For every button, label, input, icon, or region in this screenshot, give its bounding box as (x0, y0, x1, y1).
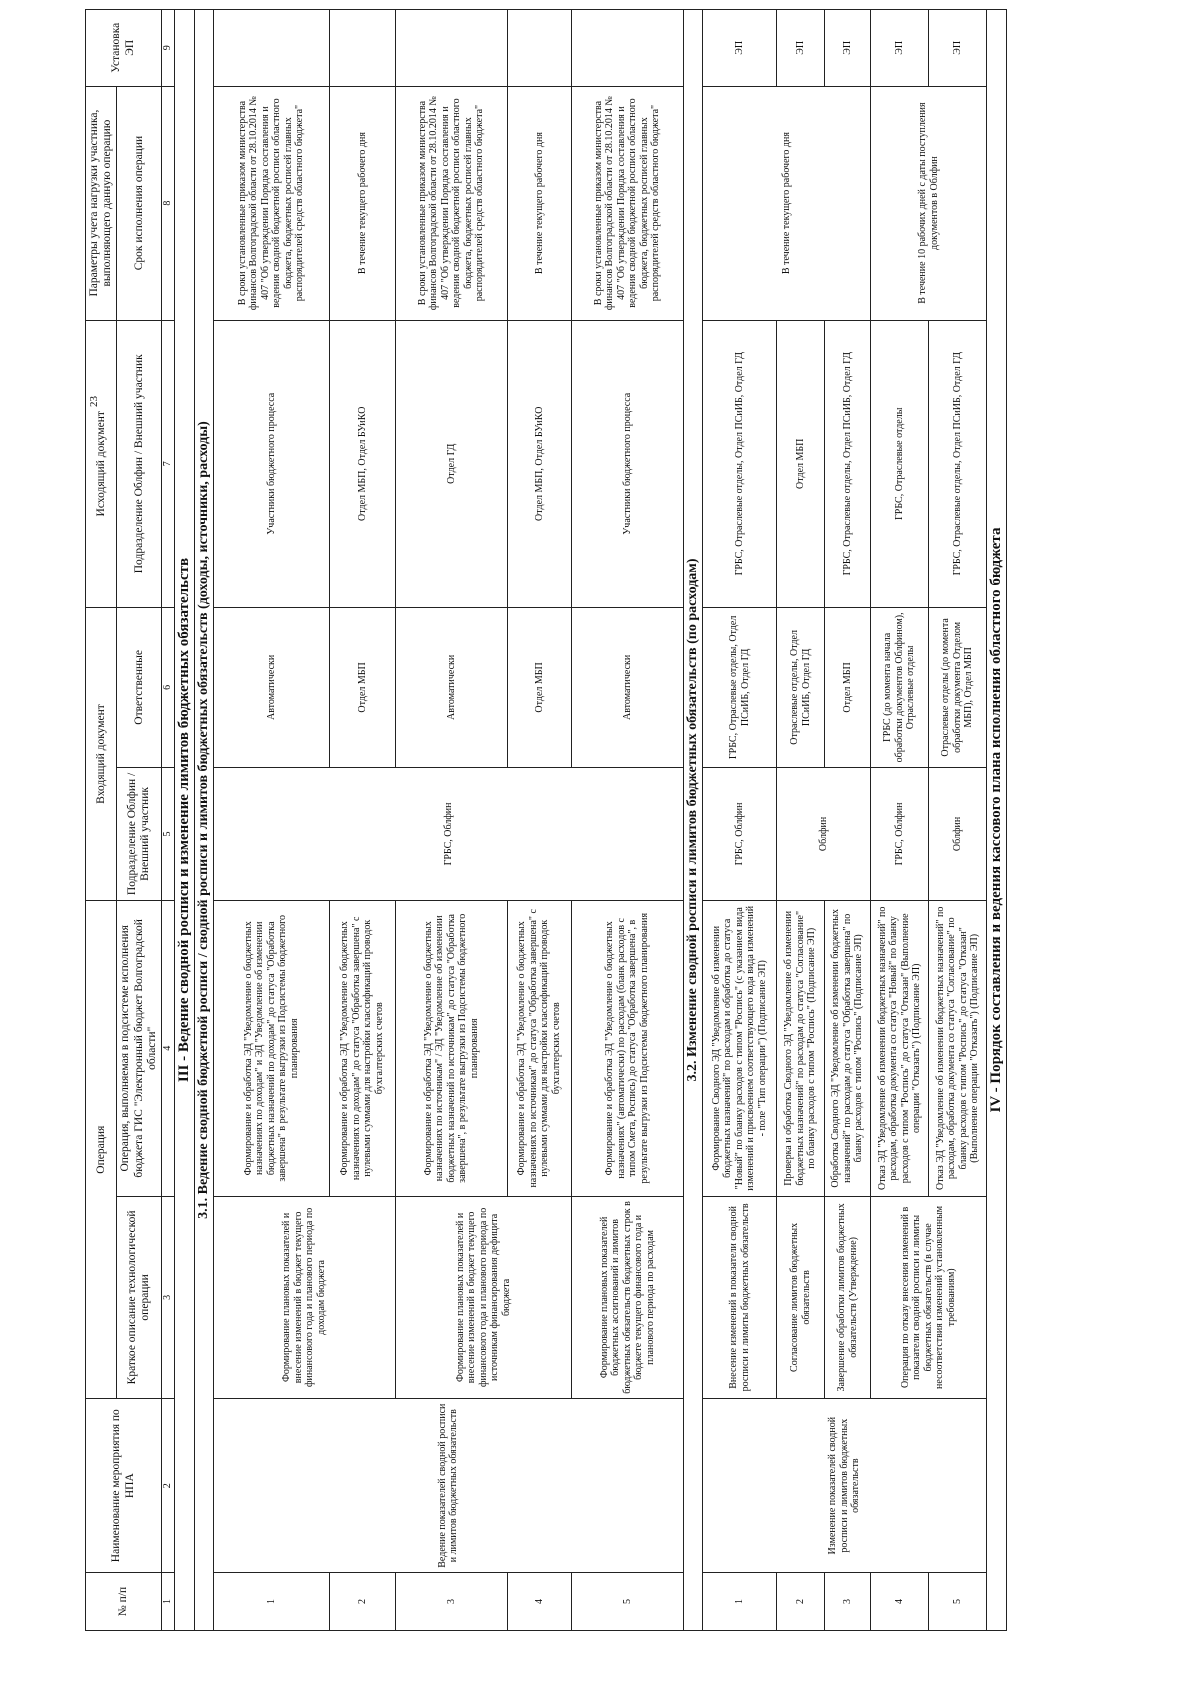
cell-term: В течение текущего рабочего дня (507, 86, 571, 320)
subsection-3-1-title: 3.1. Ведение сводной бюджетной росписи / сводной росписи и лимитов бюджетных обязательств (доходы, источники, расходы) (194, 10, 213, 1631)
cell-op-description: Завершение обработки лимитов бюджетных обязательств (Утверждение) (825, 1196, 871, 1399)
header-incoming-document: Входящий документ (86, 607, 117, 900)
cell-responsible: Отраслевые отделы (до момента обработки документа Отделом МБП), Отдел МБП (929, 607, 987, 767)
header-responsible: Ответственные (117, 607, 162, 767)
cell-number: 4 (507, 1573, 571, 1631)
cell-out-dept: ГРБС, Отраслевые отделы (871, 320, 929, 607)
cell-event-name: Изменение показателей сводной росписи и лимитов бюджетных обязательств (703, 1399, 987, 1573)
cell-out-dept: Отдел ГД (395, 320, 507, 607)
cell-out-dept: Отдел МБП, Отдел БУиКО (329, 320, 395, 607)
cell-term: В течение текущего рабочего дня (329, 86, 395, 320)
table-row (871, 10, 929, 1631)
section-3-title: III - Ведение сводной росписи и изменение лимитов бюджетных обязательств (174, 10, 194, 1631)
section-row (174, 10, 194, 1631)
header-op-system: Операция, выполняемая в подсистеме исполнения бюджета ГИС "Электронный бюджет Волгоградской области" (117, 901, 162, 1196)
cell-ep: ЭП (825, 10, 871, 87)
col-number: 7 (162, 320, 175, 607)
cell-term: В сроки установленные приказом министерства финансов Волгоградской области от 28.10.2014 № 407 "Об утверждении Порядка составления и ведения сводной бюджетной росписи областного бюджета, бюджетных росписей главных распорядителей средств областного бюджета" (395, 86, 507, 320)
header-event-name: Наименование мероприятия по НПА (86, 1399, 162, 1573)
cell-op-description: Формирование плановых показателей и внесение изменений в бюджет текущего финансового года и планового периода по доходам бюджета (213, 1196, 395, 1399)
cell-number: 3 (825, 1573, 871, 1631)
col-number: 8 (162, 86, 175, 320)
cell-ep (395, 10, 507, 87)
header-row-2 (117, 10, 162, 1631)
cell-responsible: ГРБС (до момента начала обработки документов Облфином), Отраслевые отделы (871, 607, 929, 767)
cell-out-dept: ГРБС, Отраслевые отделы, Отдел ПСиИБ, Отдел ГД (929, 320, 987, 607)
column-number-row (162, 10, 175, 1631)
header-term: Срок исполнения операции (117, 86, 162, 320)
cell-term: В течение 10 рабочих дней с даты поступления документов в Облфин (871, 86, 987, 320)
cell-ep (571, 10, 683, 87)
cell-in-dept: ГРБС, Облфин (213, 767, 683, 900)
cell-in-dept: ГРБС, Облфин (871, 767, 929, 900)
cell-responsible: Отраслевые отделы, Отдел ПСиИБ, Отдел ГД (777, 607, 825, 767)
section-4-title: IV - Порядок составления и ведения кассового плана исполнения областного бюджета (987, 10, 1007, 1631)
cell-ep: ЭП (703, 10, 777, 87)
header-in-dept: Подразделение Облфин / Внешний участник (117, 767, 162, 900)
col-number: 3 (162, 1196, 175, 1399)
header-op-description: Краткое описание технологической операции (117, 1196, 162, 1399)
cell-in-dept: Облфин (929, 767, 987, 900)
cell-ep: ЭП (929, 10, 987, 87)
cell-number: 2 (777, 1573, 825, 1631)
cell-number: 4 (871, 1573, 929, 1631)
cell-op-system: Обработка Сводного ЭД "Уведомление об изменении бюджетных назначений" по расходам до статуса "Обработка завершена" по бланку расходов с типом "Роспись" (Подписание ЭП) (825, 901, 871, 1196)
col-number: 6 (162, 607, 175, 767)
regulation-table (85, 9, 1007, 1631)
cell-op-system: Проверка и обработка Сводного ЭД "Уведомление об изменении бюджетных назначений" по расходам до статуса "Согласование" по бланку расходов с типом "Роспись" (Подписание ЭП) (777, 901, 825, 1196)
cell-ep (213, 10, 329, 87)
header-number: № п/п (86, 1573, 162, 1631)
cell-term: В сроки установленные приказом министерства финансов Волгоградской области от 28.10.2014 № 407 "Об утверждении Порядка составления и ведения сводной бюджетной росписи областного бюджета, бюджетных росписей главных распорядителей средств областного бюджета" (571, 86, 683, 320)
cell-event-name: Ведение показателей сводной росписи и лимитов бюджетных обязательств (213, 1399, 683, 1573)
cell-number: 3 (395, 1573, 507, 1631)
cell-op-description: Внесение изменений в показатели сводной росписи и лимиты бюджетных обязательств (703, 1196, 777, 1399)
cell-number: 2 (329, 1573, 395, 1631)
cell-op-description: Операция по отказу внесения изменений в показатели сводной росписи и лимиты бюджетных обязательств (в случае несоответствия изменений установленным требованиям) (871, 1196, 987, 1399)
header-ep: Установка ЭП (86, 10, 162, 87)
cell-op-system: Формирование и обработка ЭД "Уведомление о бюджетных назначениях по доходам" до статуса "Обработка завершена" с нулевыми суммами для настройки классификаций проводок бухгалтерских счетов (329, 901, 395, 1196)
cell-term: В сроки установленные приказом министерства финансов Волгоградской области от 28.10.2014 № 407 "Об утверждении Порядка составления и ведения сводной бюджетной росписи областного бюджета, бюджетных росписей главных распорядителей средств областного бюджета" (213, 86, 329, 320)
cell-ep: ЭП (871, 10, 929, 87)
col-number: 5 (162, 767, 175, 900)
cell-op-system: Отказ ЭД "Уведомление об изменении бюджетных назначений" по расходам, обработка документа со статуса "Согласование" по бланку расходов с типом "Роспись" до статуса "Отказан" (Выполнение операции "Отказать") (Подписание ЭП) (929, 901, 987, 1196)
cell-op-system: Формирование и обработка ЭД "Уведомление о бюджетных назначениях" (автоматически) по расходам (бланк расходов с типом Смета, Роспись) до статуса "Обработка завершена", в результате выгрузки из Подсистемы бюджетного планирования (571, 901, 683, 1196)
cell-responsible: ГРБС, Отраслевые отделы, Отдел ПСиИБ, Отдел ГД (703, 607, 777, 767)
header-row-1 (86, 10, 117, 1631)
cell-number: 5 (571, 1573, 683, 1631)
cell-op-system: Формирование Сводного ЭД "Уведомление об изменении бюджетных назначений" по расходам и обработка до статуса "Новый" по бланку расходов с типом "Роспись" (с указанием вида изменений и присвоением соответствующего кода вида изменений - поле "Тип операции") (Подписание ЭП) (703, 901, 777, 1196)
col-number: 4 (162, 901, 175, 1196)
cell-ep: ЭП (777, 10, 825, 87)
page-number: 23 (88, 396, 100, 407)
table-row (213, 10, 329, 1631)
col-number: 9 (162, 10, 175, 87)
header-out-dept: Подразделение Облфин / Внешний участник (117, 320, 162, 607)
cell-out-dept: ГРБС, Отраслевые отделы, Отдел ПСиИБ, Отдел ГД (703, 320, 777, 607)
subsection-row (194, 10, 213, 1631)
cell-out-dept: Участники бюджетного процесса (213, 320, 329, 607)
cell-op-system: Формирование и обработка ЭД "Уведомление о бюджетных назначениях по источникам" до статуса "Обработка завершена" с нулевыми суммами для настройки классификаций проводок бухгалтерских счетов (507, 901, 571, 1196)
cell-responsible: Автоматически (571, 607, 683, 767)
col-number: 2 (162, 1399, 175, 1573)
table-row (703, 10, 777, 1631)
cell-responsible: Отдел МБП (329, 607, 395, 767)
cell-op-system: Отказ ЭД "Уведомление об изменении бюджетных назначений" по расходам, обработка документа со статуса "Новый" по бланку расходов с типом "Роспись" до статуса "Отказан" (Выполнение операции "Отказать") (Подписание ЭП) (871, 901, 929, 1196)
cell-op-system: Формирование и обработка ЭД "Уведомление о бюджетных назначениях по источникам" / ЭД "Уведомление об изменении бюджетных назначений по источникам" до статуса "Обработка завершена", в результате выгрузки из Подсистемы бюджетного планирования (395, 901, 507, 1196)
cell-out-dept: Отдел МБП (777, 320, 825, 607)
cell-out-dept: Участники бюджетного процесса (571, 320, 683, 607)
cell-ep (507, 10, 571, 87)
section-row (987, 10, 1007, 1631)
cell-in-dept: Облфин (777, 767, 871, 900)
cell-number: 1 (703, 1573, 777, 1631)
cell-term: В течение текущего рабочего дня (703, 86, 871, 320)
cell-op-description: Согласование лимитов бюджетных обязательств (777, 1196, 825, 1399)
subsection-3-2-title: 3.2. Изменение сводной росписи и лимитов бюджетных обязательств (по расходам) (683, 10, 702, 1631)
cell-responsible: Автоматически (395, 607, 507, 767)
col-number: 1 (162, 1573, 175, 1631)
cell-number: 5 (929, 1573, 987, 1631)
cell-responsible: Отдел МБП (507, 607, 571, 767)
cell-in-dept: ГРБС, Облфин (703, 767, 777, 900)
cell-ep (329, 10, 395, 87)
cell-number: 1 (213, 1573, 329, 1631)
header-operation: Операция (86, 901, 117, 1399)
header-load-params: Параметры учета нагрузки участника, выполняющего данную операцию (86, 86, 117, 320)
subsection-row (683, 10, 702, 1631)
cell-op-description: Формирование плановых показателей и внесение изменений в бюджет текущего финансового года и планового периода по источникам финансирования дефицита бюджета (395, 1196, 571, 1399)
cell-op-system: Формирование и обработка ЭД "Уведомление о бюджетных назначениях по доходам" и ЭД "Уведомление об изменении бюджетных назначений по доходам" до статуса "Обработка завершена" в результате выгрузки из Подсистемы бюджетного планирования (213, 901, 329, 1196)
cell-responsible: Автоматически (213, 607, 329, 767)
cell-out-dept: ГРБС, Отраслевые отделы, Отдел ПСиИБ, Отдел ГД (825, 320, 871, 607)
header-outgoing-document: Исходящий документ (86, 320, 117, 607)
cell-out-dept: Отдел МБП, Отдел БУиКО (507, 320, 571, 607)
cell-responsible: Отдел МБП (825, 607, 871, 767)
cell-op-description: Формирование плановых показателей бюджетных ассигнований и лимитов бюджетных обязательств бюджетных строк в бюджете текущего финансового года и планового периода по расходам (571, 1196, 683, 1399)
